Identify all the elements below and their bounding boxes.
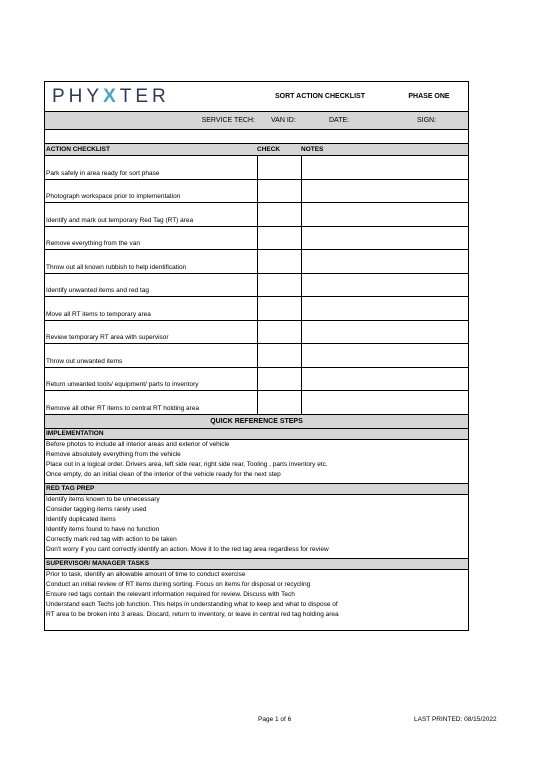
meta-row	[45, 112, 468, 130]
supervisor-line: Ensure red tags contain the relevant information required for review. Discuss with Tech	[46, 590, 295, 598]
blank-row	[45, 130, 468, 144]
logo-prefix: PHY	[52, 85, 104, 107]
checklist-action: Move all RT items to temporary area	[46, 310, 151, 318]
supervisor-line: Prior to task, identify an allowable amount of time to conduct exercise	[46, 570, 246, 578]
checklist-rows	[45, 156, 468, 415]
checklist-action: Park safely in area ready for sort phase	[46, 169, 160, 177]
page-number: Page 1 of 6	[258, 716, 292, 723]
check-cell[interactable]	[257, 321, 301, 344]
checklist-action: Remove all other RT items to central RT holding area	[46, 404, 200, 412]
red-tag-prep-body	[45, 495, 468, 559]
checklist-row	[45, 391, 468, 415]
checklist-action: Photograph workspace prior to implementation	[46, 193, 181, 200]
red-tag-line: Identify items found to have no function	[46, 525, 160, 533]
notes-cell[interactable]	[301, 344, 468, 367]
van-id-field[interactable]: VAN ID:	[271, 117, 296, 124]
checklist-sheet	[44, 81, 469, 631]
checklist-row	[45, 344, 468, 368]
implementation-line: Place out in a logical order. Drivers area, left side rear, right side rear, Tooling , parts inventory etc.	[46, 460, 328, 468]
red-tag-line: Identify items known to be unnecessary	[46, 495, 160, 503]
notes-column-header: NOTES	[301, 146, 324, 153]
last-printed-date: LAST PRINTED: 08/15/2022	[414, 716, 497, 723]
logo-text	[52, 86, 170, 108]
notes-cell[interactable]	[301, 297, 468, 320]
implementation-line: Before photos to include all interior areas and exterior of vehicle	[46, 440, 230, 448]
checklist-row	[45, 274, 468, 298]
quick-reference-title: QUICK REFERENCE STEPS	[45, 415, 468, 429]
red-tag-line: Identify duplicated items	[46, 515, 116, 523]
checklist-action: Return unwanted tools/ equipment/ parts to inventory	[46, 381, 199, 388]
notes-cell[interactable]	[301, 180, 468, 203]
check-cell[interactable]	[257, 297, 301, 320]
service-tech-field[interactable]: SERVICE TECH:	[201, 117, 255, 124]
implementation-body	[45, 440, 468, 484]
notes-cell[interactable]	[301, 156, 468, 179]
red-tag-line: Don't worry if you cant correctly identify an action. Move it to the red tag area regardless for review	[46, 545, 329, 553]
column-header-row	[45, 144, 468, 156]
checklist-action: Remove everything from the van	[46, 240, 140, 247]
check-cell[interactable]	[257, 344, 301, 367]
supervisor-tasks-body	[45, 570, 468, 630]
notes-cell[interactable]	[301, 227, 468, 250]
document-title: SORT ACTION CHECKLIST	[275, 93, 365, 100]
check-cell[interactable]	[257, 227, 301, 250]
notes-cell[interactable]	[301, 274, 468, 297]
checklist-row	[45, 321, 468, 345]
logo-x-mark: X	[103, 85, 120, 107]
red-tag-prep-heading: RED TAG PREP	[45, 484, 468, 495]
supervisor-line: Conduct an initial review of RT items during sorting. Focus on items for disposal or recycling	[46, 580, 311, 588]
check-column-header: CHECK	[257, 146, 281, 153]
checklist-action: Identify unwanted items and red tag	[46, 287, 149, 294]
checklist-action: Throw out unwanted items	[46, 357, 123, 365]
checklist-row	[45, 156, 468, 180]
supervisor-line: RT area to be broken into 3 areas. Discard, return to inventory, or leave in central red tag holding area	[46, 610, 339, 618]
red-tag-line: Consider tagging items rarely used	[46, 505, 147, 513]
check-cell[interactable]	[257, 391, 301, 414]
logo-suffix: TER	[119, 85, 170, 107]
action-column-header: ACTION CHECKLIST	[46, 146, 110, 153]
implementation-line: Once empty, do an initial clean of the interior of the vehicle ready for the next step	[46, 470, 281, 478]
supervisor-line: Understand each Techs job function. This helps in understanding what to keep and what to dispose of	[46, 600, 338, 608]
checklist-action: Throw out all known rubbish to help identification	[46, 263, 187, 271]
checklist-action: Review temporary RT area with supervisor	[46, 334, 169, 341]
check-cell[interactable]	[257, 156, 301, 179]
phase-label: PHASE ONE	[408, 93, 450, 100]
notes-cell[interactable]	[301, 203, 468, 226]
checklist-row	[45, 227, 468, 251]
red-tag-line: Correctly mark red tag with action to be taken	[46, 535, 177, 543]
supervisor-tasks-heading: SUPERVISOR/ MANAGER TASKS	[45, 559, 468, 570]
notes-cell[interactable]	[301, 368, 468, 391]
phyxter-logo	[45, 86, 250, 108]
check-cell[interactable]	[257, 250, 301, 273]
check-cell[interactable]	[257, 180, 301, 203]
checklist-row	[45, 180, 468, 204]
checklist-row	[45, 297, 468, 321]
header-row	[45, 82, 468, 112]
implementation-heading: IMPLEMENTATION	[45, 429, 468, 440]
checklist-row	[45, 368, 468, 392]
check-cell[interactable]	[257, 274, 301, 297]
check-cell[interactable]	[257, 203, 301, 226]
implementation-line: Remove absolutely everything from the vehicle	[46, 450, 181, 458]
sign-field[interactable]: SIGN:	[417, 117, 437, 124]
check-cell[interactable]	[257, 368, 301, 391]
notes-cell[interactable]	[301, 321, 468, 344]
notes-cell[interactable]	[301, 250, 468, 273]
checklist-row	[45, 203, 468, 227]
date-field[interactable]: DATE:	[329, 117, 350, 124]
checklist-row	[45, 250, 468, 274]
checklist-action: Identify and mark out temporary Red Tag (RT) area	[46, 216, 194, 224]
notes-cell[interactable]	[301, 391, 468, 414]
